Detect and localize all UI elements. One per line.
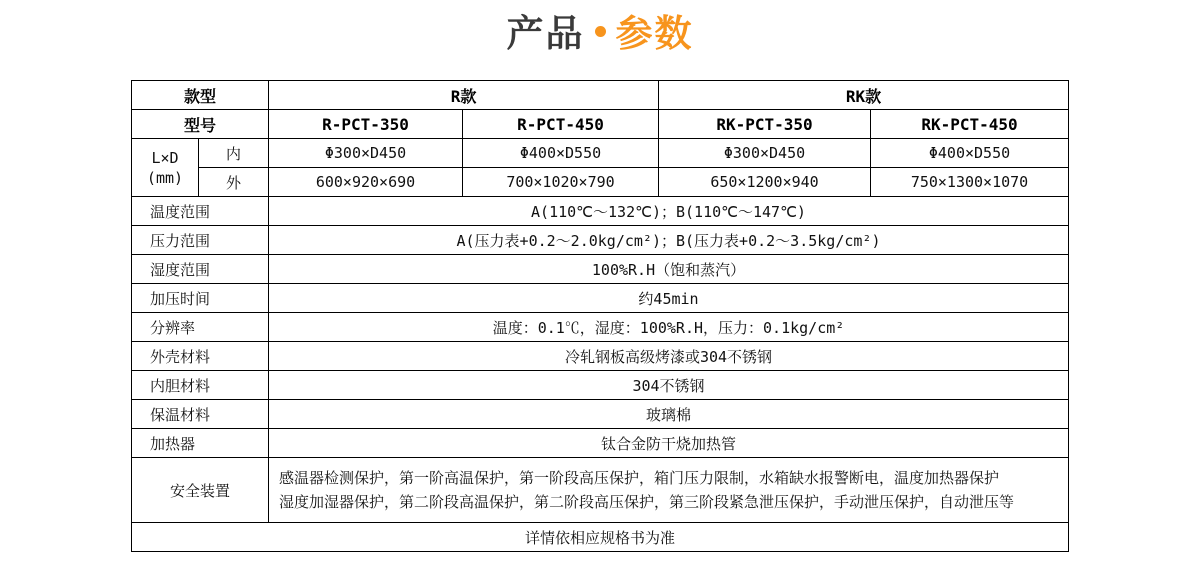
table-row-spec: [131, 342, 1068, 371]
table-row-spec: [131, 429, 1068, 458]
spec-row-value: 钛合金防干烧加热管: [269, 429, 1069, 458]
dim-outer-label: 外: [198, 168, 268, 197]
spec-row-label: 压力范围: [131, 226, 268, 255]
spec-row-label: 湿度范围: [131, 255, 268, 284]
title-product: 产品: [506, 12, 585, 55]
table-row-spec: [131, 284, 1068, 313]
spec-row-value: A(110℃～132℃)；B(110℃～147℃): [269, 197, 1069, 226]
model-cell: RK-PCT-350: [659, 110, 871, 139]
table-row-dim-inner: [131, 139, 1068, 168]
group-rk: RK款: [659, 81, 1069, 110]
group-r: R款: [269, 81, 659, 110]
safety-line-2: 湿度加湿器保护，第二阶段高温保护，第二阶段高压保护，第三阶段紧急泄压保护，手动泄压保护，自动泄压等: [279, 493, 1015, 512]
table-row-spec: [131, 371, 1068, 400]
dim-label: [131, 139, 198, 197]
title-dot-icon: [595, 26, 606, 37]
model-cell: RK-PCT-450: [871, 110, 1069, 139]
page-title: [0, 12, 1200, 56]
dim-outer-value: 650×1200×940: [659, 168, 871, 197]
spec-row-value: 304不锈钢: [269, 371, 1069, 400]
table-row-spec: [131, 255, 1068, 284]
title-params: 参数: [615, 12, 694, 55]
table-row-safety: [131, 458, 1068, 523]
spec-row-value: 玻璃棉: [269, 400, 1069, 429]
spec-row-label: 温度范围: [131, 197, 268, 226]
spec-row-label: 加热器: [131, 429, 268, 458]
spec-row-value: 约45min: [269, 284, 1069, 313]
safety-line-1: 感温器检测保护，第一阶高温保护，第一阶段高压保护，箱门压力限制，水箱缺水报警断电，温度加热器保护: [279, 468, 1000, 487]
dim-label-line1: L×D: [151, 148, 179, 167]
dim-label-line2: (mm): [146, 168, 184, 187]
table-row-type: [131, 81, 1068, 110]
table-row-spec: [131, 400, 1068, 429]
table-row-dim-outer: [131, 168, 1068, 197]
safety-value: [269, 458, 1069, 523]
dim-outer-value: 700×1020×790: [463, 168, 659, 197]
dim-outer-value: 750×1300×1070: [871, 168, 1069, 197]
dim-inner-value: Φ400×D550: [463, 139, 659, 168]
spec-row-label: 加压时间: [131, 284, 268, 313]
dim-inner-value: Φ300×D450: [659, 139, 871, 168]
spec-row-value: A(压力表+0.2～2.0kg/cm²)；B(压力表+0.2～3.5kg/cm²): [269, 226, 1069, 255]
spec-row-value: 冷轧钢板高级烤漆或304不锈钢: [269, 342, 1069, 371]
dim-inner-value: Φ400×D550: [871, 139, 1069, 168]
spec-row-label: 保温材料: [131, 400, 268, 429]
model-label: 型号: [131, 110, 268, 139]
spec-row-label: 外壳材料: [131, 342, 268, 371]
model-cell: R-PCT-350: [269, 110, 463, 139]
spec-row-label: 分辨率: [131, 313, 268, 342]
safety-label: 安全装置: [131, 458, 268, 523]
table-row-footer: [131, 523, 1068, 552]
spec-row-value: 100%R.H（饱和蒸汽）: [269, 255, 1069, 284]
model-cell: R-PCT-450: [463, 110, 659, 139]
table-row-spec: [131, 313, 1068, 342]
table-row-model: [131, 110, 1068, 139]
spec-row-label: 内胆材料: [131, 371, 268, 400]
table-row-spec: [131, 197, 1068, 226]
table-row-spec: [131, 226, 1068, 255]
dim-inner-value: Φ300×D450: [269, 139, 463, 168]
dim-outer-value: 600×920×690: [269, 168, 463, 197]
spec-table: [131, 80, 1069, 552]
dim-inner-label: 内: [198, 139, 268, 168]
footer-note: 详情依相应规格书为准: [131, 523, 1068, 552]
spec-row-value: 温度：0.1℃，湿度：100%R.H，压力：0.1kg/cm²: [269, 313, 1069, 342]
type-label: 款型: [131, 81, 268, 110]
